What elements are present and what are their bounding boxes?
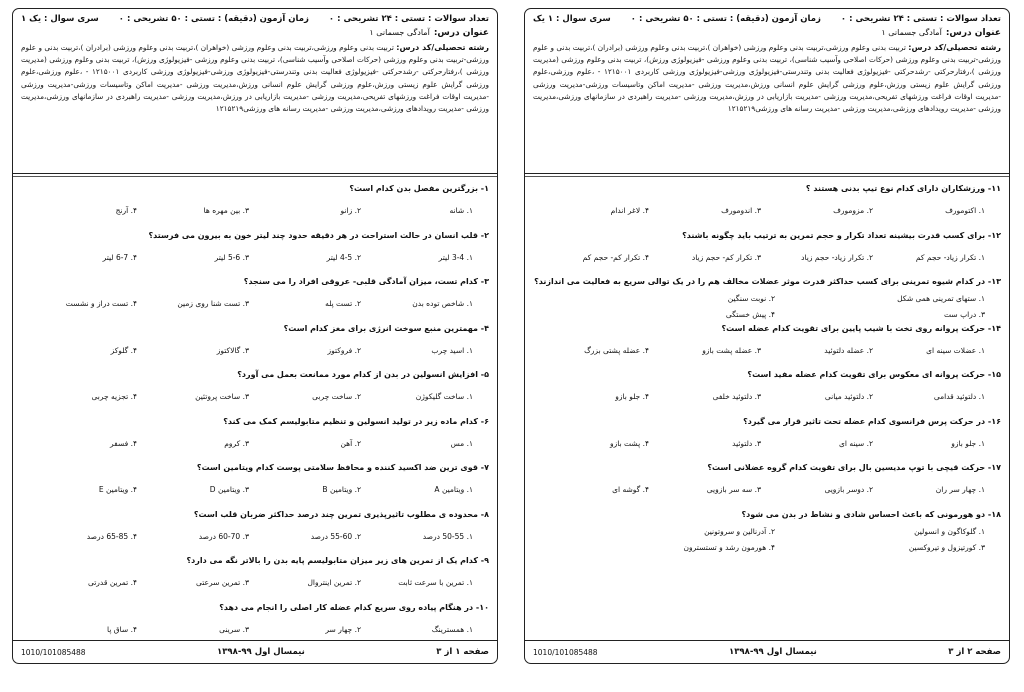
question-list	[13, 183, 497, 648]
question	[21, 323, 489, 370]
options	[533, 195, 1001, 215]
question	[533, 230, 1001, 277]
option: ۳. سرینی	[219, 624, 249, 634]
option: ۳. ویتامین D	[209, 485, 249, 494]
option: ۴. 6-7 لیتر	[102, 252, 137, 262]
course-name: آمادگی جسمانی ۱	[881, 28, 942, 37]
option: ۲. ویتامین B	[322, 485, 361, 494]
options	[21, 381, 489, 401]
question	[21, 230, 489, 277]
series-number: سری سوال : ۱ یک	[533, 14, 611, 24]
question-text: ۹- کدام یک از تمرین های زیر میزان متابولیسم پایه بدن را بالاتر نگه می دارد؟	[186, 556, 489, 565]
question	[21, 602, 489, 649]
page-number: صفحه ۱ از ۳	[436, 647, 489, 657]
header-divider-thin	[525, 176, 1009, 177]
option: ۲. عضله دلتوئید	[824, 345, 873, 355]
question	[21, 462, 489, 509]
option: ۱. تکرار زیاد- حجم کم	[915, 252, 985, 262]
option: ۴. تست دراز و نشست	[65, 299, 137, 308]
exam-time: زمان آزمون (دقیقه) : تستی : ۵۰ تشریحی : ۰	[118, 14, 309, 24]
question-text: ۱۴- حرکت پروانه روی تخت با شیب پایین برای تقویت کدام عضله است؟	[721, 323, 1001, 333]
field-text: تربیت بدنی وعلوم ورزشی،تربیت بدنی وعلوم ورزشی (خواهران )،تربیت بدنی وعلوم ورزشی (برادران )،تربیت بدنی و علوم ورزشی-تربیت بدنی وعلوم ورزشی (حرکات اصلاحی وآسیب شناسی)، تربیت بدنی وعلوم ورزشی -فیزیولوژی ورزش)، تربیت بدنی وعلوم ورزشی (مدیریت ورزشی )،رفتارحرکتی -رشدحرکتی -فیزیولوژی فعالیت بدنی وتندرستی-فیزیولوژی ورزشی-فیزیولوژی ورزشی کاربردی ۱۲۱۵۰۰۱ - ،علوم ورزشی،علوم ورزشی گرایش علوم زیستی ورزش،علوم ورزشی گرایش علوم انسانی ورزش،مدیریت ورزشی -مدیریت اماکن وتاسیسات ورزشی-مدیریت ورزشی -مدیریت اوقات فراغت ورزشهای تفریحی،مدیریت ورزشی -مدیریت بازاریابی در ورزش،مدیریت ورزشی -مدیریت راهبردی در سازمانهای ورزشی،مدیریت ورزشی -مدیریت رویدادهای ورزشی،مدیریت ورزشی -مدیریت رسانه های ورزشی۱۲۱۵۲۱۹	[21, 43, 490, 114]
question-text: ۶- کدام ماده زیر در تولید انسولین و تنظیم متابولیسم کمک می کند؟	[223, 416, 489, 426]
option: ۲. دلتوئید میانی	[824, 392, 873, 401]
header-top-row	[525, 9, 1009, 24]
question	[533, 276, 1001, 323]
course-label: عنوان درس:	[945, 28, 1001, 38]
option: ۱. چهار سر ران	[935, 485, 985, 494]
option: ۲. سینه ای	[839, 438, 873, 448]
num-questions: تعداد سوالات : تستی : ۲۴ تشریحی : ۰	[840, 14, 1001, 24]
options	[21, 567, 489, 587]
option: ۴. پیش خستگی	[725, 310, 775, 319]
page-footer	[525, 647, 1009, 657]
field-description	[525, 38, 1009, 154]
field-text: تربیت بدنی وعلوم ورزشی،تربیت بدنی وعلوم ورزشی (خواهران )،تربیت بدنی وعلوم ورزشی (برادران )،تربیت بدنی و علوم ورزشی-تربیت بدنی وعلوم ورزشی (حرکات اصلاحی وآسیب شناسی)، تربیت بدنی وعلوم ورزشی -فیزیولوژی ورزش)، تربیت بدنی وعلوم ورزشی (مدیریت ورزشی )،رفتارحرکتی -رشدحرکتی -فیزیولوژی فعالیت بدنی وتندرستی-فیزیولوژی ورزشی-فیزیولوژی ورزشی کاربردی ۱۲۱۵۰۰۱ - ،علوم ورزشی،علوم ورزشی گرایش علوم زیستی ورزش،علوم ورزشی گرایش علوم انسانی ورزش،مدیریت ورزشی -مدیریت اماکن وتاسیسات ورزشی-مدیریت ورزشی -مدیریت اوقات فراغت ورزشهای تفریحی،مدیریت ورزشی -مدیریت بازاریابی در ورزش،مدیریت ورزشی -مدیریت راهبردی در سازمانهای ورزشی،مدیریت ورزشی -مدیریت رویدادهای ورزشی،مدیریت ورزشی -مدیریت رسانه های ورزشی۱۲۱۵۲۱۹	[533, 43, 1002, 114]
question-text: ۱۲- برای کسب قدرت بیشینه تعداد تکرار و حجم تمرین به ترتیب باید چگونه باشند؟	[682, 230, 1001, 240]
exam-page-2	[512, 0, 1024, 692]
course-label: عنوان درس:	[433, 28, 489, 38]
question	[533, 183, 1001, 230]
options	[533, 381, 1001, 401]
page-frame	[12, 8, 498, 664]
option: ۳. 60-70 درصد	[198, 531, 249, 541]
option: ۳. کورتیزول و تیروکسین	[908, 542, 985, 552]
term-label: نیمسال اول ۹۹-۱۳۹۸	[217, 647, 305, 657]
option: ۳. تکرار کم- حجم زیاد	[691, 252, 761, 262]
question-text: ۱۶- در حرکت پرس فرانسوی کدام عضله تحت تاثیر قرار می گیرد؟	[743, 416, 1001, 426]
exam-code: 1010/101085488	[21, 647, 86, 657]
question	[533, 416, 1001, 463]
option: ۱. تمرین با سرعت ثابت	[398, 578, 473, 587]
options	[533, 335, 1001, 355]
options	[533, 288, 1001, 319]
option: ۴. ویتامین E	[98, 485, 137, 494]
option: ۴. ساق پا	[107, 624, 137, 634]
options	[21, 614, 489, 634]
option: ۱. ستهای تمرینی همی شکل	[897, 294, 985, 303]
option: ۱. عضلات سینه ای	[926, 345, 985, 355]
option: ۳. 5-6 لیتر	[214, 252, 249, 262]
question-text: ۵- افزایش انسولین در بدن از کدام مورد ممانعت بعمل می آورد؟	[237, 370, 489, 379]
question-text: ۷- قوی ترین ضد اکسید کننده و محافظ سلامتی پوست کدام ویتامین است؟	[196, 463, 489, 472]
option: ۴. 65-85 درصد	[86, 531, 137, 541]
option: ۳. ساخت پروتئین	[195, 392, 249, 401]
option: ۳. تست شنا روی زمین	[177, 299, 249, 308]
num-questions: تعداد سوالات : تستی : ۲۴ تشریحی : ۰	[328, 14, 489, 24]
series-number: سری سوال : یک ۱	[21, 14, 99, 24]
option: ۳. عضله پشت بازو	[702, 345, 761, 355]
option: ۲. تست پله	[325, 299, 361, 308]
option: ۴. فسفر	[109, 438, 137, 448]
options	[21, 474, 489, 494]
header-top-row	[13, 9, 497, 24]
question	[21, 509, 489, 556]
field-description	[13, 38, 497, 154]
options	[21, 195, 489, 215]
option: ۴. گلوکز	[110, 345, 137, 355]
options	[21, 521, 489, 541]
option: ۳. بین مهره ها	[203, 206, 249, 215]
question-text: ۱۸- دو هورمونی که باعث احساس شادی و نشاط در بدن می شود؟	[741, 509, 1001, 519]
option: ۲. زانو	[340, 206, 361, 215]
option: ۴. جلو بازو	[615, 392, 649, 401]
option: ۱. دلتوئید قدامی	[933, 392, 985, 401]
page-footer	[13, 647, 497, 657]
option: ۱. 50-55 درصد	[422, 531, 473, 541]
field-label: رشته تحصیلی/کد درس:	[908, 43, 1001, 52]
option: ۲. دوسر بازویی	[824, 485, 873, 494]
question-text: ۲- قلب انسان در حالت استراحت در هر دقیقه حدود چند لیتر خون به بیرون می فرستد؟	[148, 230, 489, 240]
option: ۲. نوبت سنگین	[727, 294, 775, 303]
question	[21, 183, 489, 230]
option: ۲. فروکتوز	[327, 345, 361, 355]
question	[533, 369, 1001, 416]
page-number: صفحه ۲ از ۳	[948, 647, 1001, 657]
option: ۲. ساخت چربی	[312, 392, 361, 401]
page-frame	[524, 8, 1010, 664]
options	[533, 242, 1001, 262]
question	[533, 323, 1001, 370]
option: ۱. شاخص توده بدن	[412, 299, 473, 308]
option: ۱. همسترینگ	[431, 624, 473, 634]
option: ۴. عضله پشتی بزرگ	[584, 345, 649, 355]
option: ۳. تمرین سرعتی	[196, 578, 249, 587]
option: ۴. گوشه ای	[612, 485, 649, 494]
option: ۳. اندومورف	[721, 206, 761, 215]
options	[21, 335, 489, 355]
option: ۱. گلوکاگون و انسولین	[914, 526, 985, 536]
question	[533, 509, 1001, 556]
question-text: ۱۰- در هنگام پیاده روی سریع کدام عضله کار اصلی را انجام می دهد؟	[219, 602, 489, 612]
header-divider	[13, 173, 497, 174]
options	[21, 288, 489, 308]
header-divider-thin	[13, 176, 497, 177]
course-name: آمادگی جسمانی ۱	[369, 28, 430, 37]
option: ۲. چهار سر	[325, 624, 361, 634]
question	[21, 555, 489, 602]
question-text: ۴- مهمترین منبع سوخت انرژی برای مغز کدام است؟	[283, 323, 489, 333]
options	[533, 521, 1001, 552]
option: ۱. ساخت گلیکوژن	[415, 392, 473, 401]
option: ۲. 55-60 درصد	[310, 531, 361, 541]
option: ۱. شانه	[449, 206, 473, 215]
option: ۱. اسید چرب	[431, 345, 473, 355]
exam-code: 1010/101085488	[533, 647, 598, 657]
options	[533, 428, 1001, 448]
option: ۴. هورمون رشد و تستسترون	[683, 542, 775, 552]
option: ۴. آرنج	[115, 206, 137, 215]
option: ۱. اکتومورف	[945, 206, 985, 215]
option: ۲. آدرنالین و سروتونین	[704, 526, 775, 536]
field-label: رشته تحصیلی/کد درس:	[396, 43, 489, 52]
footer-divider	[13, 640, 497, 641]
question-text: ۱- بزرگترین مفصل بدن کدام است؟	[349, 184, 489, 193]
option: ۱. 3-4 لیتر	[438, 252, 473, 262]
options	[21, 242, 489, 262]
option: ۲. تکرار زیاد- حجم زیاد	[801, 252, 873, 262]
option: ۴. تمرین قدرتی	[87, 578, 137, 587]
options	[533, 474, 1001, 494]
option: ۳. گالاکتوز	[216, 345, 249, 355]
option: ۲. آهن	[340, 438, 361, 448]
option: ۳. دراپ ست	[944, 310, 985, 319]
question-text: ۳- کدام تست، میزان آمادگی قلبی- عروقی افراد را می سنجد؟	[243, 277, 489, 286]
option: ۲. مزومورف	[833, 206, 873, 215]
option: ۳. سه سر بازویی	[706, 485, 761, 494]
option: ۳. دلتوئید	[732, 438, 761, 448]
option: ۳. کروم	[224, 438, 249, 448]
question-text: ۱۳- در کدام شیوه تمرینی برای کسب حداکثر قدرت موثر عضلات مخالف هم را در یک توالی سریع به فعالیت می اندازند؟	[534, 277, 1001, 286]
option: ۱. جلو بازو	[951, 438, 985, 448]
footer-divider	[525, 640, 1009, 641]
option: ۴. تکرار کم- حجم کم	[582, 252, 649, 262]
option: ۴. پشت بازو	[610, 438, 649, 448]
option: ۱. ویتامین A	[434, 485, 473, 494]
question	[21, 416, 489, 463]
option: ۱. مس	[450, 438, 473, 448]
question	[21, 276, 489, 323]
exam-time: زمان آزمون (دقیقه) : تستی : ۵۰ تشریحی : ۰	[630, 14, 821, 24]
question-text: ۱۱- ورزشکاران دارای کدام نوع تیپ بدنی هستند ؟	[805, 184, 1001, 193]
question-text: ۱۵- حرکت پروانه ای معکوس برای تقویت کدام عضله مفید است؟	[747, 370, 1001, 379]
options	[21, 428, 489, 448]
option: ۳. دلتوئید خلفی	[712, 392, 761, 401]
option: ۴. لاغر اندام	[610, 206, 649, 215]
question	[21, 369, 489, 416]
question-text: ۸- محدوده ی مطلوب تاثیرپذیری تمرین چند درصد حداکثر ضربان قلب است؟	[193, 509, 489, 519]
question-list	[525, 183, 1009, 555]
option: ۲. 4-5 لیتر	[326, 252, 361, 262]
term-label: نیمسال اول ۹۹-۱۳۹۸	[729, 647, 817, 657]
question	[533, 462, 1001, 509]
header-divider	[525, 173, 1009, 174]
course-title-row	[13, 24, 497, 38]
course-title-row	[525, 24, 1009, 38]
question-text: ۱۷- حرکت قیچی با توپ مدیسین بال برای تقویت کدام گروه عضلانی است؟	[707, 463, 1001, 472]
option: ۲. تمرین اینتروال	[307, 578, 361, 587]
option: ۴. تجزیه چربی	[91, 392, 137, 401]
